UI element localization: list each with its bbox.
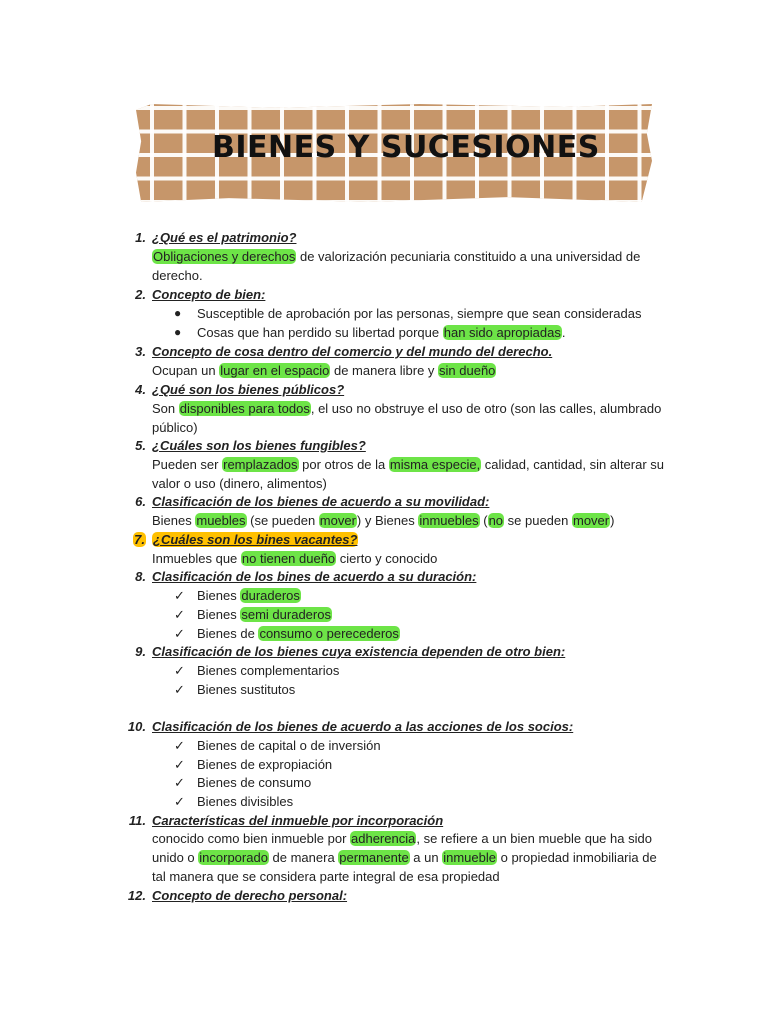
highlight: duraderos xyxy=(241,588,300,603)
item-heading: Clasificación de los bienes de acuerdo a las acciones de los socios: xyxy=(152,719,574,734)
checkmark-icon: ✓ xyxy=(174,626,185,641)
checkmark-icon: ✓ xyxy=(174,663,185,678)
item-heading: Clasificación de los bienes cuya existencia dependen de otro bien: xyxy=(152,644,566,659)
highlight: Obligaciones y derechos xyxy=(153,249,296,264)
highlight: incorporado xyxy=(199,850,268,865)
highlight-yellow: ¿Cuáles son los bines vacantes? xyxy=(153,532,358,547)
highlight: han sido apropiadas xyxy=(443,325,561,340)
item-heading: Clasificación de los bienes de acuerdo a su movilidad: xyxy=(152,494,490,509)
checkmark-icon: ✓ xyxy=(174,682,185,697)
item-number: 8. xyxy=(135,569,146,584)
item-number: 10. xyxy=(127,719,146,734)
highlight: mover xyxy=(319,513,356,528)
highlight: muebles xyxy=(196,513,246,528)
item-heading: Concepto de cosa dentro del comercio y del mundo del derecho. xyxy=(152,344,553,359)
highlight: consumo o perecederos xyxy=(259,626,399,641)
highlight: disponibles para todos xyxy=(179,401,310,416)
item-heading: Concepto de derecho personal: xyxy=(152,888,348,903)
highlight: adherencia xyxy=(351,831,416,846)
item-heading: Concepto de bien: xyxy=(152,287,266,302)
item-number: 1. xyxy=(135,230,146,245)
item-heading: ¿Cuáles son los bienes fungibles? xyxy=(152,438,366,453)
highlight: no tienen dueño xyxy=(241,551,336,566)
bullet-icon: ● xyxy=(174,325,182,339)
item-number: 5. xyxy=(135,438,146,453)
item-heading: Clasificación de los bines de acuerdo a su duración: xyxy=(152,569,477,584)
item-number: 7. xyxy=(134,532,145,547)
highlight: permanente xyxy=(339,850,409,865)
highlight: semi duraderos xyxy=(241,607,331,622)
item-number: 2. xyxy=(135,287,146,302)
document-body: 1. ¿Qué es el patrimonio? Obligaciones y derechos de valorización pecuniaria constituido a una universidad de derecho. 2. Concepto de bien: ● Susceptible de aprobación por las personas, siempre que sean consideradas ● Cosas que han perdido su libertad porque han sido apropiadas. 3. Concepto de cosa dentro del comercio y del mundo del derecho. Ocupan un lugar en el espacio de manera libre y sin dueño 4. ¿Qué son los bienes públicos? Son disponibles para todos, el uso no obstruye el uso de otro (son las calles, alumbrado público) 5. ¿Cuáles son los bienes fungibles? Pueden ser remplazados por otros de la misma especie, calidad, cantidad, sin alterar su valor o uso (dinero, alimentos) 6. Clasificación de los bienes de acuerdo a su movilidad: Bienes muebles (se pueden mover) y Bienes inmuebles (no se pueden mover) 7. ¿Cuáles son los bines vacantes? Inmuebles que no tienen dueño cierto y conocido 8. Clasificación de los bines de acuerdo a su duración: ✓ Bienes duraderos ✓ Bienes semi duraderos ✓ Bienes de consumo o perecederos 9. Clasificación de los bienes cuya existencia dependen de otro bien: ✓ Bienes complementarios ✓ Bienes sustitutos 10. Clasificación de los bienes de acuerdo a las acciones de los socios: ✓ Bienes de capital o de inversión ✓ Bienes de expropiación ✓ Bienes de consumo ✓ Bienes divisibles 11. Características del inmueble por incorporación conocido como bien inmueble por adherencia, se refiere a un bien mueble que ha sido unido o incorporado de manera permanente a un inmueble o propiedad inmobiliaria de tal manera que se considera parte integral de esa propiedad 12. Concepto de derecho personal: xyxy=(0,0,768,1024)
highlight: mover xyxy=(572,513,610,528)
page-title: BIENES Y SUCESIONES xyxy=(212,130,600,165)
checkmark-icon: ✓ xyxy=(174,588,185,603)
item-heading: ¿Qué son los bienes públicos? xyxy=(152,382,345,397)
item-number: 12. xyxy=(127,888,146,903)
item-number: 11. xyxy=(128,813,146,828)
item-number: 4. xyxy=(135,382,146,397)
bullet-icon: ● xyxy=(174,306,182,320)
highlight: no xyxy=(488,513,504,528)
highlight: inmuebles xyxy=(419,513,479,528)
highlight: lugar en el espacio xyxy=(220,363,330,378)
highlight: misma especie, xyxy=(389,457,481,472)
item-number: 3. xyxy=(135,344,146,359)
highlight: inmueble xyxy=(443,850,496,865)
item-heading: ¿Qué es el patrimonio? xyxy=(152,230,297,245)
item-number: 9. xyxy=(135,644,146,659)
highlight: remplazados xyxy=(223,457,298,472)
checkmark-icon: ✓ xyxy=(174,757,185,772)
checkmark-icon: ✓ xyxy=(174,607,185,622)
checkmark-icon: ✓ xyxy=(174,794,185,809)
item-heading: Características del inmueble por incorporación xyxy=(152,813,444,828)
checkmark-icon: ✓ xyxy=(174,775,185,790)
checkmark-icon: ✓ xyxy=(174,738,185,753)
item-number: 6. xyxy=(135,494,146,509)
highlight: sin dueño xyxy=(439,363,496,378)
